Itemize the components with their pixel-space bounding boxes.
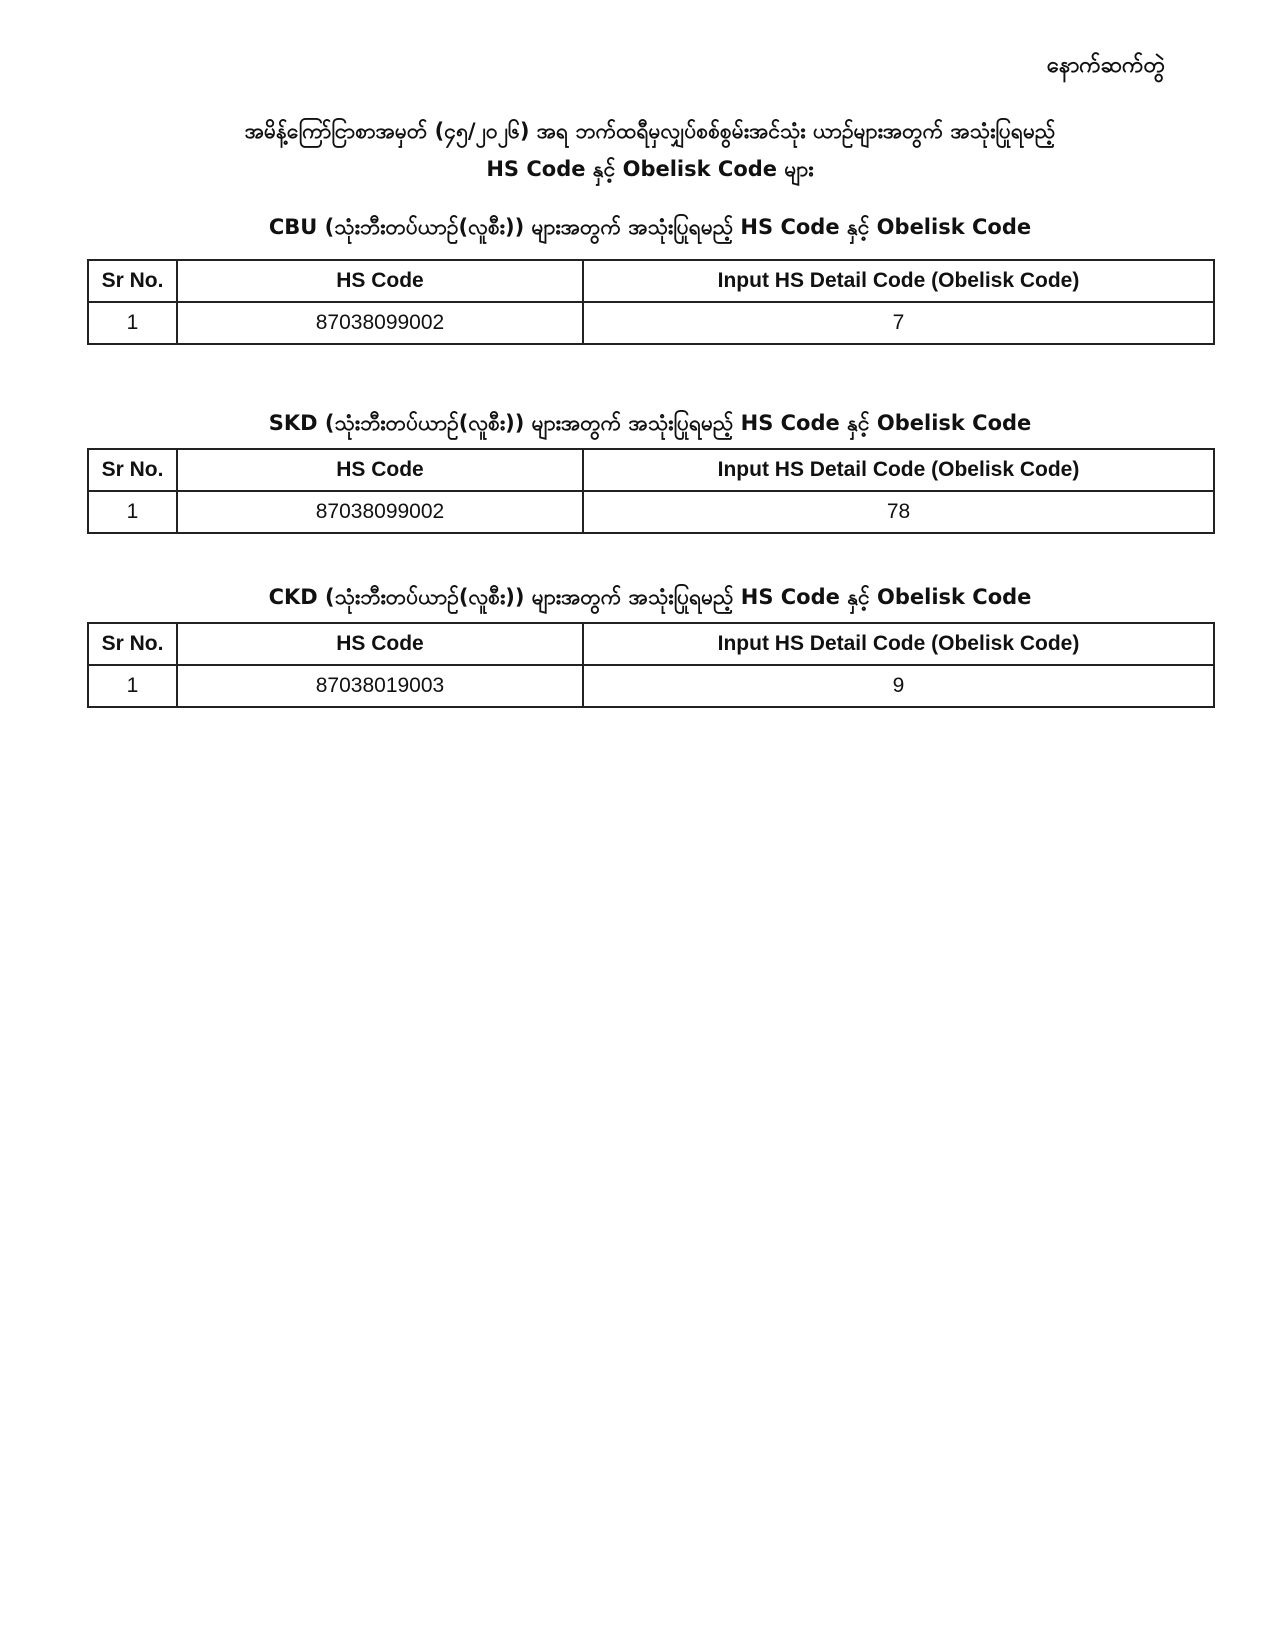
column-header-hs-code: HS Code	[177, 449, 583, 491]
column-header-sr-no: Sr No.	[88, 449, 177, 491]
table-header-row	[88, 260, 1214, 302]
skd-heading: SKD (သုံးဘီးတပ်ယာဉ်(လူစီး)) များအတွက် အသုံးပြုရမည့် HS Code နှင့် Obelisk Code	[268, 411, 1032, 435]
cell-obelisk-code: 78	[583, 491, 1214, 533]
document-title	[90, 112, 1210, 188]
column-header-sr-no: Sr No.	[88, 260, 177, 302]
cell-sr-no: 1	[88, 491, 177, 533]
cbu-section	[87, 210, 1213, 345]
column-header-obelisk-code: Input HS Detail Code (Obelisk Code)	[583, 449, 1214, 491]
table-header-row	[88, 623, 1214, 665]
column-header-hs-code: HS Code	[177, 260, 583, 302]
table-row	[88, 302, 1214, 344]
cell-obelisk-code: 7	[583, 302, 1214, 344]
cell-obelisk-code: 9	[583, 665, 1214, 707]
cbu-table	[87, 259, 1215, 345]
column-header-obelisk-code: Input HS Detail Code (Obelisk Code)	[583, 623, 1214, 665]
cell-hs-code: 87038019003	[177, 665, 583, 707]
table-row	[88, 491, 1214, 533]
column-header-obelisk-code: Input HS Detail Code (Obelisk Code)	[583, 260, 1214, 302]
column-header-sr-no: Sr No.	[88, 623, 177, 665]
column-header-hs-code: HS Code	[177, 623, 583, 665]
skd-table	[87, 448, 1215, 534]
ckd-table	[87, 622, 1215, 708]
table-header-row	[88, 449, 1214, 491]
ckd-heading: CKD (သုံးဘီးတပ်ယာဉ်(လူစီး)) များအတွက် အသုံးပြုရမည့် HS Code နှင့် Obelisk Code	[268, 585, 1032, 609]
skd-section	[87, 406, 1213, 534]
cell-hs-code: 87038099002	[177, 302, 583, 344]
table-row	[88, 665, 1214, 707]
title-line-1: အမိန့်ကြော်ငြာစာအမှတ် (၄၅/၂၀၂၆) အရ ဘက်ထရီမှလျှပ်စစ်စွမ်းအင်သုံး ယာဉ်များအတွက် အသုံးပြုရမည့်	[244, 119, 1056, 143]
ckd-section	[87, 580, 1213, 708]
cell-sr-no: 1	[88, 665, 177, 707]
title-line-2: HS Code နှင့် Obelisk Code များ	[486, 157, 814, 181]
cell-sr-no: 1	[88, 302, 177, 344]
attachment-label: နောက်ဆက်တွဲ	[1046, 53, 1165, 78]
cbu-heading: CBU (သုံးဘီးတပ်ယာဉ်(လူစီး)) များအတွက် အသုံးပြုရမည့် HS Code နှင့် Obelisk Code	[268, 215, 1032, 239]
cell-hs-code: 87038099002	[177, 491, 583, 533]
